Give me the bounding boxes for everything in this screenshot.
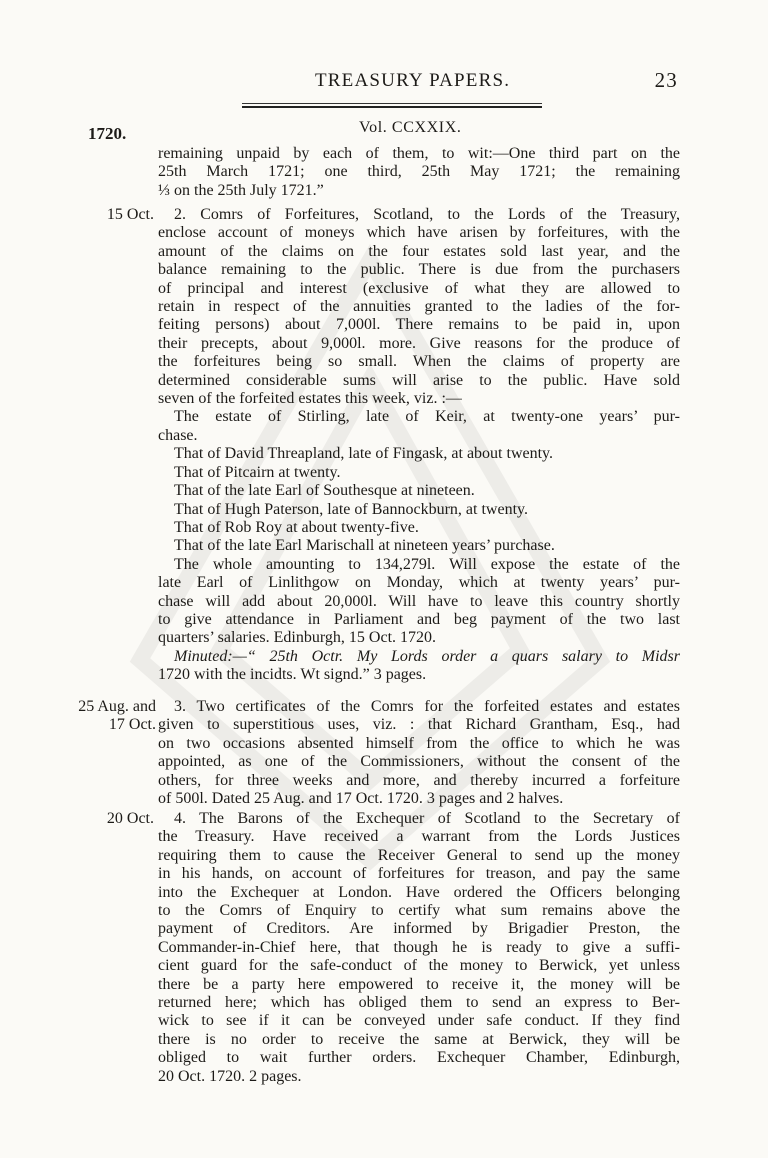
text-line: That of David Threapland, late of Fingask, at about twenty. <box>174 445 554 463</box>
text-line: That of Rob Roy at about twenty-five. <box>174 518 419 536</box>
text-line: the forfeitures being so small. When the claims of property are <box>158 353 680 371</box>
text-line: others, for three weeks and more, and thereby incurred a forfeiture <box>158 771 680 789</box>
entry-date: 25 Aug. and <box>78 698 156 715</box>
text-line: in his hands, on account of forfeitures for treason, and pay the same <box>158 865 680 883</box>
text-line: to give attendance in Parliament and beg payment of the two last <box>158 610 680 628</box>
text-line: on two occasions absented himself from the office to which he was <box>158 734 680 752</box>
text-line: That of Pitcairn at twenty. <box>174 463 341 481</box>
text-line: payment of Creditors. Are informed by Brigadier Preston, the <box>158 920 680 938</box>
text-line: The whole amounting to 134,279l. Will expose the estate of the <box>174 555 680 573</box>
text-line: of principal and interest (exclusive of what they are allowed to <box>158 279 680 297</box>
text-line: appointed, as one of the Commissioners, without the consent of the <box>158 753 680 771</box>
entry-3 <box>158 698 680 808</box>
text-line: wick to see if it can be conveyed under safe conduct. If they find <box>158 1012 680 1030</box>
text-line: 20 Oct. 1720. 2 pages. <box>158 1067 302 1085</box>
text-line: the Treasury. Have received a warrant from the Lords Justices <box>158 828 680 846</box>
text-line: Commander-in-Chief here, that though he is ready to give a suffi- <box>158 938 680 956</box>
entry-date: 17 Oct. <box>108 716 156 734</box>
text-line: ⅓ on the 25th July 1721.” <box>158 181 324 199</box>
text-line: into the Exchequer at London. Have ordered the Officers belonging <box>158 883 680 901</box>
text-line: there be a party here empowered to receive it, the money will be <box>158 975 680 993</box>
entry-date: 15 Oct. <box>106 206 154 223</box>
text-line: enclose account of moneys which have arisen by forfeitures, with the <box>158 224 680 242</box>
entry-date-margin <box>56 698 156 735</box>
text-line: retain in respect of the annuities granted to the ladies of the for- <box>158 298 680 316</box>
running-title: TREASURY PAPERS. <box>315 70 511 91</box>
text-line: of 500l. Dated 25 Aug. and 17 Oct. 1720. 3 pages and 2 halves. <box>158 790 564 808</box>
text-line: requiring them to cause the Receiver General to send up the money <box>158 846 680 864</box>
entry-date-margin <box>62 810 154 828</box>
entry-date-margin <box>62 206 154 224</box>
text-line: That of the late Earl Marischall at nineteen years’ purchase. <box>174 537 555 555</box>
text-line: returned here; which has obliged them to send an express to Ber- <box>158 994 680 1012</box>
minute-line: Minuted:—“ 25th Octr. My Lords order a quars salary to Midsr <box>174 647 680 665</box>
text-line: to the Comrs of Enquiry to certify what sum remains above the <box>158 902 680 920</box>
header-rule-thick <box>242 106 542 108</box>
text-line: determined considerable sums will arise to the public. Have sold <box>158 371 680 389</box>
text-line: cient guard for the safe-conduct of the money to Berwick, yet unless <box>158 957 680 975</box>
text-line: amount of the claims on the four estates sold last year, and the <box>158 242 680 260</box>
text-line: That of Hugh Paterson, late of Bannockburn, at twenty. <box>174 500 528 518</box>
entry-2 <box>158 206 680 685</box>
text-line: given to superstitious uses, viz. : that Richard Grantham, Esq., had <box>158 716 680 734</box>
text-line: That of the late Earl of Southesque at nineteen. <box>174 482 475 500</box>
text-line: 4. The Barons of the Exchequer of Scotland to the Secretary of <box>174 810 680 827</box>
header-rule <box>242 103 542 104</box>
text-line: 1720 with the incidts. Wt signd.” 3 pages. <box>158 666 427 684</box>
text-line: 25th March 1721; one third, 25th May 1721; the remaining <box>158 163 680 181</box>
text-line: remaining unpaid by each of them, to wit:—One third part on the <box>158 145 680 162</box>
text-line: chase will add about 20,000l. Will have to leave this country shortly <box>158 592 680 610</box>
text-line: The estate of Stirling, late of Keir, at twenty-one years’ pur- <box>174 408 680 426</box>
text-line: quarters’ salaries. Edinburgh, 15 Oct. 1720. <box>158 629 437 647</box>
text-line: 2. Comrs of Forfeitures, Scotland, to the Lords of the Treasury, <box>174 206 680 223</box>
text-line: late Earl of Linlithgow on Monday, which at twenty years’ pur- <box>158 574 680 592</box>
text-line: their precepts, about 9,000l. more. Give reasons for the produce of <box>158 334 680 352</box>
text-line: 3. Two certificates of the Comrs for the forfeited estates and estates <box>174 698 680 715</box>
year-label: 1720. <box>88 124 127 143</box>
entry-date: 20 Oct. <box>106 810 154 827</box>
text-line: chase. <box>158 426 198 444</box>
text-line: there is no order to receive the same at Berwick, they will be <box>158 1030 680 1048</box>
entry-4 <box>158 810 680 1086</box>
text-line: feiting persons) about 7,000l. There remains to be paid in, upon <box>158 316 680 334</box>
text-line: seven of the forfeited estates this week, viz. :— <box>158 390 462 408</box>
text-line: obliged to wait further orders. Exchequer Chamber, Edinburgh, <box>158 1049 680 1067</box>
page-number: 23 <box>654 68 678 92</box>
volume-label: Vol. CCXXIX. <box>359 119 462 136</box>
text-line: balance remaining to the public. There is due from the purchasers <box>158 261 680 279</box>
continuation-paragraph <box>158 145 680 200</box>
